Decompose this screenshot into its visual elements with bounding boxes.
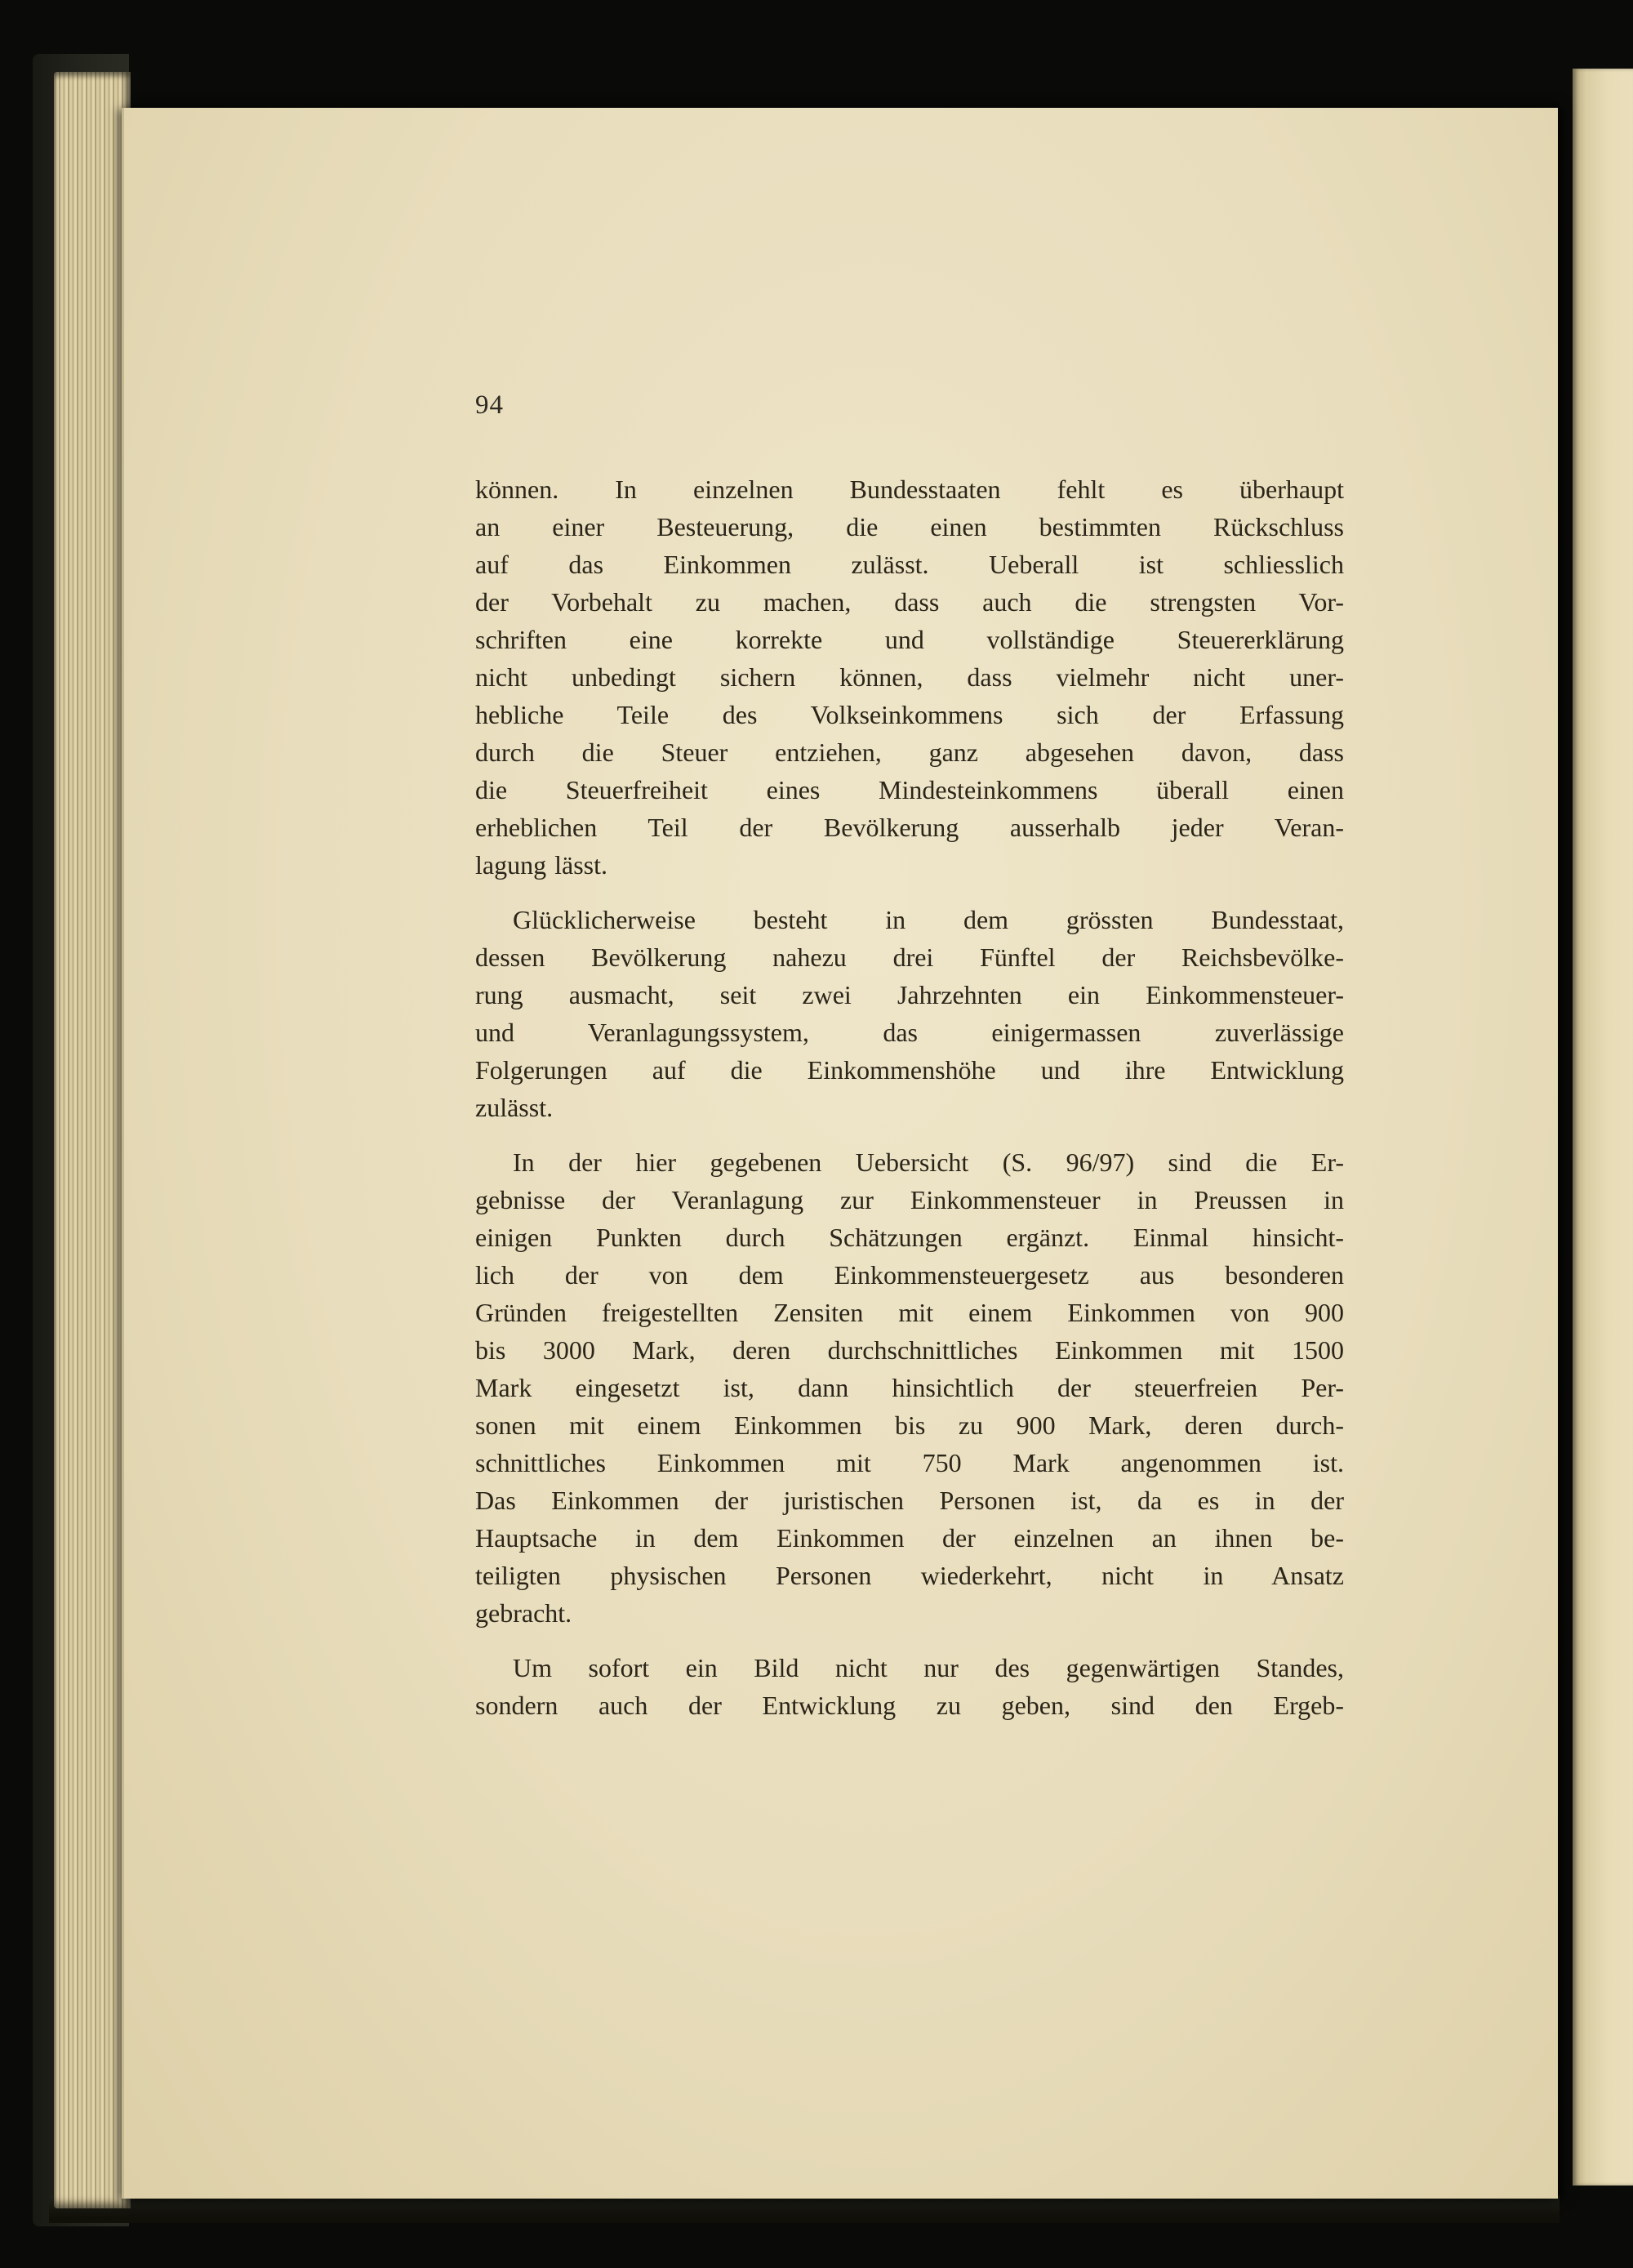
text-line: sonen mit einem Einkommen bis zu 900 Mark, deren durch- [475,1410,1344,1440]
text-line: erheblichen Teil der Bevölkerung ausserhalb jeder Veran- [475,813,1344,842]
text-line: können. In einzelnen Bundesstaaten fehlt es überhaupt [475,475,1344,504]
text-line: Folgerungen auf die Einkommenshöhe und ihre Entwicklung [475,1055,1344,1085]
text-line: zulässt. [475,1093,554,1122]
text-line: Gründen freigestellten Zensiten mit einem Einkommen von 900 [475,1298,1344,1327]
text-line: Um sofort ein Bild nicht nur des gegenwärtigen Standes, [513,1653,1344,1682]
text-line: der Vorbehalt zu machen, dass auch die strengsten Vor- [475,587,1344,617]
text-line: dessen Bevölkerung nahezu drei Fünftel der Reichsbevölke- [475,942,1344,972]
text-line: die Steuerfreiheit eines Mindesteinkommens überall einen [475,775,1344,804]
text-line: an einer Besteuerung, die einen bestimmten Rückschluss [475,512,1344,541]
paragraph [475,470,1344,884]
page-stack-edges [54,72,131,2208]
text-line: gebnisse der Veranlagung zur Einkommensteuer in Preussen in [475,1185,1344,1214]
text-line: In der hier gegebenen Uebersicht (S. 96/97) sind die Er- [513,1147,1344,1177]
text-line: und Veranlagungssystem, das einigermassen zuverlässige [475,1018,1344,1047]
text-block [475,470,1344,1741]
paragraph [475,1143,1344,1632]
text-line: Hauptsache in dem Einkommen der einzelnen an ihnen be- [475,1523,1344,1553]
text-line: durch die Steuer entziehen, ganz abgesehen davon, dass [475,737,1344,767]
adjacent-page-edge [1573,69,1633,2186]
text-line: teiligten physischen Personen wiederkehrt, nicht in Ansatz [475,1561,1344,1590]
text-line: auf das Einkommen zulässt. Ueberall ist schliesslich [475,550,1344,579]
page-number: 94 [475,390,504,420]
text-line: bis 3000 Mark, deren durchschnittliches Einkommen mit 1500 [475,1335,1344,1365]
text-line: Mark eingesetzt ist, dann hinsichtlich der steuerfreien Per- [475,1373,1344,1402]
text-line: gebracht. [475,1598,572,1628]
text-line: einigen Punkten durch Schätzungen ergänzt. Einmal hinsicht- [475,1223,1344,1252]
paragraph [475,901,1344,1126]
book-cover-bottom-edge [49,2195,1560,2223]
text-line: Das Einkommen der juristischen Personen ist, da es in der [475,1486,1344,1515]
text-line: nicht unbedingt sichern können, dass vielmehr nicht uner- [475,662,1344,692]
text-line: lagung lässt. [475,850,607,880]
paragraph [475,1649,1344,1724]
text-line: sondern auch der Entwicklung zu geben, sind den Ergeb- [475,1691,1344,1720]
text-line: schriften eine korrekte und vollständige Steuererklärung [475,625,1344,654]
text-line: schnittliches Einkommen mit 750 Mark angenommen ist. [475,1448,1344,1477]
book-page [124,108,1558,2199]
text-line: rung ausmacht, seit zwei Jahrzehnten ein Einkommensteuer- [475,980,1344,1009]
text-line: hebliche Teile des Volkseinkommens sich der Erfassung [475,700,1344,729]
text-line: Glücklicherweise besteht in dem grössten Bundesstaat, [513,905,1344,934]
text-line: lich der von dem Einkommensteuergesetz aus besonderen [475,1260,1344,1290]
